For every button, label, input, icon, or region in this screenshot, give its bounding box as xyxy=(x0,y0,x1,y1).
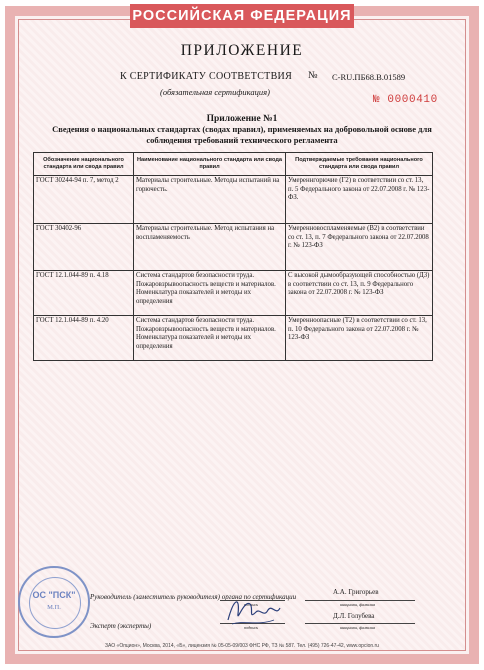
printer-footer: ЗАО «Опцион», Москва, 2014, «Б», лицензия № 05-05-09/003 ФНС РФ, ТЗ № 587. Тел. (495) 726-47-42, www.opcion.ru xyxy=(105,643,379,649)
stamp-text: ОС "ПСК" xyxy=(32,590,76,600)
expert-signatory-name: Д.Л. Голубева xyxy=(333,612,375,620)
confirmed-requirement: Умеренновоспламеняемые (В2) в соответствии со ст. 13, п. 7 Федерального закона от 22.07.2008 г. № 123-ФЗ xyxy=(286,224,433,271)
number-symbol: № xyxy=(308,70,318,81)
signature-caption: подпись xyxy=(244,602,259,607)
column-header-requirements: Подтверждаемые требования национального стандарта или свода правил xyxy=(286,153,433,176)
standard-designation: ГОСТ 12.1.044-89 п. 4.18 xyxy=(34,271,134,316)
appendix-description: Сведения о национальных стандартах (сводах правил), применяемых на добровольной основе для соблюдения требований технического регламента xyxy=(52,124,432,145)
handwritten-signature xyxy=(224,590,284,630)
country-banner: РОССИЙСКАЯ ФЕДЕРАЦИЯ xyxy=(130,4,354,28)
serial-number: № 0000410 xyxy=(373,94,438,106)
initials-caption: инициалы, фамилия xyxy=(340,602,376,607)
standard-designation: ГОСТ 30402-96 xyxy=(34,224,134,271)
standard-designation: ГОСТ 30244-94 п. 7, метод 2 xyxy=(34,176,134,224)
column-header-designation: Обозначение национального стандарта или свода правил xyxy=(34,153,134,176)
standards-table xyxy=(33,152,433,361)
name-line xyxy=(305,623,415,624)
certificate-number: C-RU.ПБ68.В.01589 xyxy=(332,72,406,82)
table-row xyxy=(34,176,433,224)
certificate-subtitle: К СЕРТИФИКАТУ СООТВЕТСТВИЯ xyxy=(120,71,293,82)
column-header-name: Наименование национального стандарта или свода правил xyxy=(134,153,286,176)
table-row xyxy=(34,224,433,271)
expert-signatory-label: Эксперт (эксперты) xyxy=(90,622,152,630)
stamp-mp: М.П. xyxy=(47,604,61,611)
standard-name: Система стандартов безопасности труда. Пожаровзрывоопасность веществ и материалов. Номенклатура показателей и методы их определения xyxy=(134,271,286,316)
signature-caption: подпись xyxy=(244,625,259,630)
standard-name: Материалы строительные. Методы испытаний на горючесть. xyxy=(134,176,286,224)
standard-name: Система стандартов безопасности труда. Пожаровзрывоопасность веществ и материалов. Номенклатура показателей и методы их определения xyxy=(134,316,286,361)
table-row xyxy=(34,316,433,361)
name-line xyxy=(305,600,415,601)
standard-name: Материалы строительные. Метод испытания на воспламеняемость xyxy=(134,224,286,271)
table-header-row xyxy=(34,153,433,176)
confirmed-requirement: Умеренноопасные (Т2) в соответствии со ст. 13, п. 10 Федерального закона от 22.07.2008 г. № 123-ФЗ xyxy=(286,316,433,361)
appendix-number: Приложение №1 xyxy=(206,114,278,124)
head-signatory-name: А.А. Григорьев xyxy=(333,588,379,596)
initials-caption: инициалы, фамилия xyxy=(340,625,376,630)
stamp-inner-ring xyxy=(29,577,81,629)
head-signatory-label: Руководитель (заместитель руководителя) органа по сертификации xyxy=(90,593,297,601)
standard-designation: ГОСТ 12.1.044-89 п. 4.20 xyxy=(34,316,134,361)
confirmed-requirement: Умереннгорючие (Г2) в соответствии со ст. 13, п. 5 Федерального закона от 22.07.2008 г. № 123-ФЗ. xyxy=(286,176,433,224)
certification-type: (обязательная сертификация) xyxy=(160,87,270,97)
confirmed-requirement: С высокой дымообразующей способностью (Д3) в соответствии со ст. 13, п. 9 Федерального закона от 22.07.2008 г. № 123-ФЗ xyxy=(286,271,433,316)
official-stamp xyxy=(18,566,90,638)
table-row xyxy=(34,271,433,316)
page-title: ПРИЛОЖЕНИЕ xyxy=(180,42,304,59)
